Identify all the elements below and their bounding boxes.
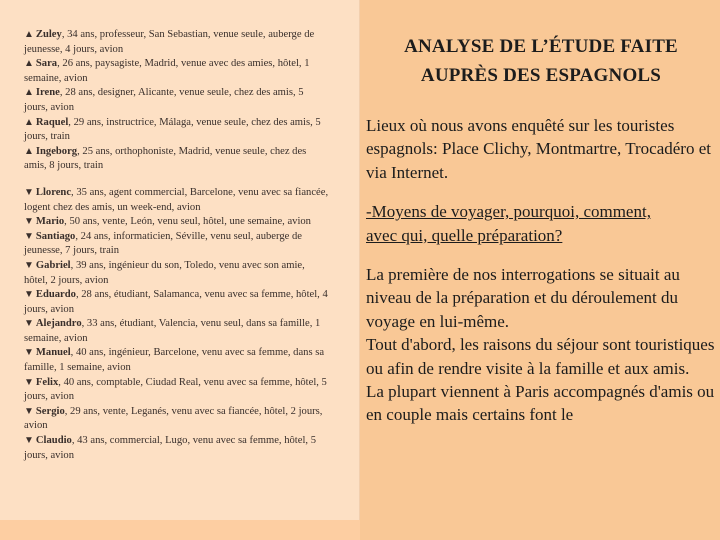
respondent-details: , 28 ans, étudiant, Salamanca, venu avec sa femme, hôtel, 4 jours, avion: [24, 289, 328, 315]
respondent-entry: [24, 288, 330, 317]
respondent-name: Alejandro: [35, 318, 82, 330]
respondent-details: , 35 ans, agent commercial, Barcelone, venu avec sa fiancée, logent chez des amis, un week-end, avion: [24, 186, 329, 213]
respondent-entry: [24, 376, 330, 405]
respondent-entry: [24, 259, 330, 288]
triangle-down-icon: ▼: [24, 289, 34, 301]
respondent-entry: [24, 405, 330, 434]
triangle-down-icon: ▼: [24, 405, 34, 417]
question-line-2: avec qui, quelle préparation?: [366, 225, 563, 245]
respondent-name: Sergio: [35, 405, 65, 417]
triangle-down-icon: ▼: [24, 376, 34, 388]
respondent-details: , 25 ans, orthophoniste, Madrid, venue seule, chez des amis, 8 jours, train: [24, 145, 307, 172]
respondent-name: Gabriel: [35, 259, 71, 271]
male-respondents-group: [24, 186, 330, 463]
respondent-name: Ingeborg: [35, 145, 78, 157]
triangle-down-icon: ▼: [24, 186, 34, 198]
triangle-up-icon: ▲: [24, 58, 34, 70]
respondent-name: Mario: [35, 216, 65, 228]
analysis-body: [366, 263, 716, 427]
respondent-details: , 29 ans, instructrice, Málaga, venue seule, chez des amis, 5 jours, train: [24, 116, 321, 143]
triangle-down-icon: ▼: [24, 230, 34, 242]
respondent-details: , 43 ans, commercial, Lugo, venu avec sa femme, hôtel, 5 jours, avion: [24, 435, 316, 461]
respondent-details: , 34 ans, professeur, San Sebastian, venue seule, auberge de jeunesse, 4 jours, avion: [24, 29, 315, 55]
respondent-name: Felix: [35, 376, 59, 388]
respondent-details: , 29 ans, vente, Leganés, venu avec sa fiancée, hôtel, 2 jours, avion: [24, 405, 323, 432]
female-respondents-group: [24, 28, 330, 174]
triangle-down-icon: ▼: [24, 259, 34, 271]
respondent-name: Irene: [35, 87, 60, 99]
respondent-entry: [24, 317, 330, 346]
triangle-up-icon: ▲: [24, 87, 34, 99]
triangle-down-icon: ▼: [24, 347, 34, 359]
triangle-up-icon: ▲: [24, 145, 34, 157]
survey-locations-paragraph: Lieux où nous avons enquêté sur les touristes espagnols: Place Clichy, Montmartre, Trocadéro et via Internet.: [366, 116, 711, 182]
respondent-name: Llorenc: [35, 186, 72, 198]
triangle-up-icon: ▲: [24, 116, 34, 128]
triangle-down-icon: ▼: [24, 435, 34, 447]
respondent-name: Santiago: [35, 230, 76, 242]
respondent-entry: [24, 145, 330, 174]
body-line-1: La première de nos interrogations se situait au niveau de la préparation et du déroulement du voyage en lui-même.: [366, 265, 680, 331]
body-line-2: Tout d'abord, les raisons du séjour sont touristiques ou afin de rendre visite à la famille et aux amis.: [366, 335, 715, 378]
triangle-down-icon: ▼: [24, 216, 34, 228]
title-line-2: AUPRÈS DES ESPAGNOLS: [420, 65, 662, 86]
respondent-entry: [24, 215, 330, 230]
respondent-entry: [24, 116, 330, 145]
respondent-entry: [24, 57, 330, 86]
respondent-name: Claudio: [35, 435, 72, 447]
panel-bottom-strip: [0, 520, 360, 540]
triangle-down-icon: ▼: [24, 318, 34, 330]
respondent-entry: [24, 186, 330, 215]
question-line-1: -Moyens de voyager, pourquoi, comment,: [366, 202, 651, 222]
respondent-details: , 39 ans, ingénieur du son, Toledo, venu avec son amie, hôtel, 2 jours, avion: [24, 259, 305, 286]
body-line-3: La plupart viennent à Paris accompagnés d'amis ou en couple mais certains font le: [366, 382, 715, 425]
triangle-up-icon: ▲: [24, 29, 34, 40]
respondent-entry: [24, 86, 330, 115]
respondent-details: , 50 ans, vente, León, venu seul, hôtel, une semaine, avion: [64, 216, 311, 228]
respondent-entry: [24, 230, 330, 259]
respondent-details: , 24 ans, informaticien, Séville, venu seul, auberge de jeunesse, 7 jours, train: [24, 230, 302, 257]
respondent-entry: [24, 434, 330, 463]
respondent-name: Sara: [35, 58, 58, 70]
respondent-details: , 26 ans, paysagiste, Madrid, venue avec des amies, hôtel, 1 semaine, avion: [24, 58, 310, 84]
respondent-details: , 40 ans, comptable, Ciudad Real, venu avec sa femme, hôtel, 5 jours, avion: [24, 376, 327, 403]
slide-title: [366, 32, 716, 90]
analysis-text-panel: [366, 32, 716, 443]
respondent-name: Manuel: [35, 347, 71, 359]
respondent-details: , 33 ans, étudiant, Valencia, venu seul, dans sa famille, 1 semaine, avion: [24, 318, 321, 344]
respondent-entry: [24, 346, 330, 375]
respondent-name: Raquel: [35, 116, 69, 128]
respondent-details: , 28 ans, designer, Alicante, venue seule, chez des amis, 5 jours, avion: [24, 87, 304, 113]
respondent-list: [24, 28, 330, 475]
respondent-name: Eduardo: [35, 289, 76, 301]
respondent-details: , 40 ans, ingénieur, Barcelone, venu avec sa femme, dans sa famille, 1 semaine, avion: [24, 347, 325, 374]
respondent-name: Zuley: [35, 29, 62, 40]
respondent-entry: [24, 28, 330, 57]
title-line-1: ANALYSE DE L’ÉTUDE FAITE: [404, 36, 678, 57]
question-heading: [366, 200, 716, 247]
